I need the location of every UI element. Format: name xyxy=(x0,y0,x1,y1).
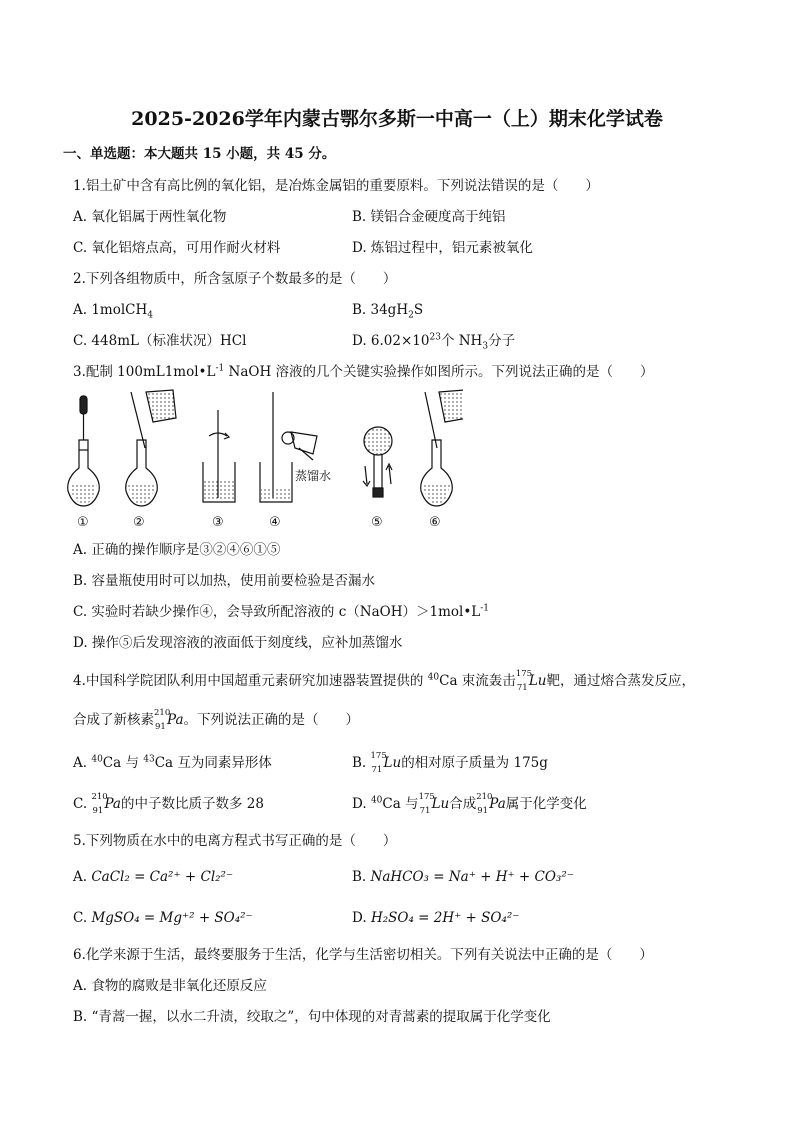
question-4-stem-line1: 4.中国科学院团队利用中国超重元素研究加速器装置提供的 $^{40}$Ca 束流轰击 175 71 Lu靶，通过熔合蒸发反应， xyxy=(73,669,695,693)
q3-option-b: B. 容量瓶使用时可以加热，使用前要检验是否漏水 xyxy=(73,573,376,589)
figure-label-2: ② xyxy=(133,515,145,530)
q5-option-b: B. NaHCO₃ = Na⁺ + H⁺ + CO₃²⁻ xyxy=(352,869,574,885)
q5-option-a: A. CaCl₂ = Ca²⁺ + Cl₂²⁻ xyxy=(73,869,234,885)
q4-option-b: B. 175 71 Lu的相对原子质量为 175g xyxy=(352,751,548,775)
pouring-flask-figure-2 xyxy=(126,390,176,506)
wash-bottle-beaker-figure-4 xyxy=(260,392,317,502)
dropper-flask-figure-1 xyxy=(68,396,100,506)
figure-label-5: ⑤ xyxy=(371,515,383,530)
q3-option-c: C. 实验时若缺少操作④，会导致所配溶液的 $c(NaOH)>1mol•L^{-1}$ xyxy=(73,603,490,620)
page-title: 2025-2026学年内蒙古鄂尔多斯一中高一（上）期末化学试卷 xyxy=(131,108,663,130)
question-4-stem-line2: 合成了新核素 210 91 Pa。下列说法正确的是（ ） xyxy=(73,708,360,732)
q1-option-b: B. 镁铝合金硬度高于纯铝 xyxy=(352,209,506,225)
q4-option-d: D. $^{40}$Ca 与 175 71 Lu合成 210 91 Pa属于化学变化 xyxy=(352,792,587,816)
q5-option-d: D. H₂SO₄ = 2H⁺ + SO₄²⁻ xyxy=(352,910,520,926)
q6-option-a: A. 食物的腐败是非氧化还原反应 xyxy=(73,978,267,994)
q4-option-a: A. $^{40}$Ca 与 $^{43}$Ca 互为同素异形体 xyxy=(73,754,272,771)
question-1-stem: 1.铝土矿中含有高比例的氧化铝，是冶炼金属铝的重要原料。下列说法错误的是（ ） xyxy=(73,178,599,194)
section-header: 一、单选题：本大题共 15 小题，共 45 分。 xyxy=(63,146,336,162)
q1-option-c: C. 氧化铝熔点高，可用作耐火材料 xyxy=(73,240,281,256)
q3-option-d: D. 操作⑤后发现溶液的液面低于刻度线，应补加蒸馏水 xyxy=(73,635,403,651)
inverting-flask-figure-5 xyxy=(363,427,392,497)
question-2-stem: 2.下列各组物质中，所含氢原子个数最多的是（ ） xyxy=(73,271,397,287)
figure-label-3: ③ xyxy=(212,515,224,530)
q1-option-d: D. 炼铝过程中，铝元素被氧化 xyxy=(352,240,533,256)
q3-option-a: A. 正确的操作顺序是③②④⑥①⑤ xyxy=(73,542,281,558)
figure-label-4: ④ xyxy=(269,515,281,530)
q1-option-a: A. 氧化铝属于两性氧化物 xyxy=(73,209,227,225)
q2-option-d: D. $6.02\times 10^{23}$个 $NH_3$分子 xyxy=(352,332,516,352)
pouring-flask-figure-6 xyxy=(421,390,463,506)
question-5-stem: 5.下列物质在水中的电离方程式书写正确的是（ ） xyxy=(73,833,397,849)
q5-option-c: C. MgSO₄ = Mg⁺² + SO₄²⁻ xyxy=(73,910,253,926)
stirring-beaker-figure-3 xyxy=(203,410,235,502)
figure-label-1: ① xyxy=(77,515,89,530)
q2-option-a: A. 1molCH$_4$ xyxy=(73,302,154,321)
distilled-water-label: 蒸馏水 xyxy=(295,469,332,483)
q4-option-c: C. 210 91 Pa的中子数比质子数多 28 xyxy=(73,792,264,816)
q2-option-c: C. 448mL（标准状况）HCl xyxy=(73,333,247,349)
question-3-stem: 3.配制 $100mL1mol•L^{-1}$ NaOH 溶液的几个关键实验操作如图所示。下列说法正确的是（ ） xyxy=(73,363,654,380)
lab-procedure-figure xyxy=(63,388,463,533)
figure-label-6: ⑥ xyxy=(429,515,441,530)
question-6-stem: 6.化学来源于生活，最终要服务于生活，化学与生活密切相关。下列有关说法中正确的是（ ） xyxy=(73,947,653,963)
q2-option-b: B. $34gH_2S$ xyxy=(352,302,424,321)
q6-option-b: B. “青蒿一握，以水二升渍，绞取之”，句中体现的对青蒿素的提取属于化学变化 xyxy=(73,1009,551,1025)
